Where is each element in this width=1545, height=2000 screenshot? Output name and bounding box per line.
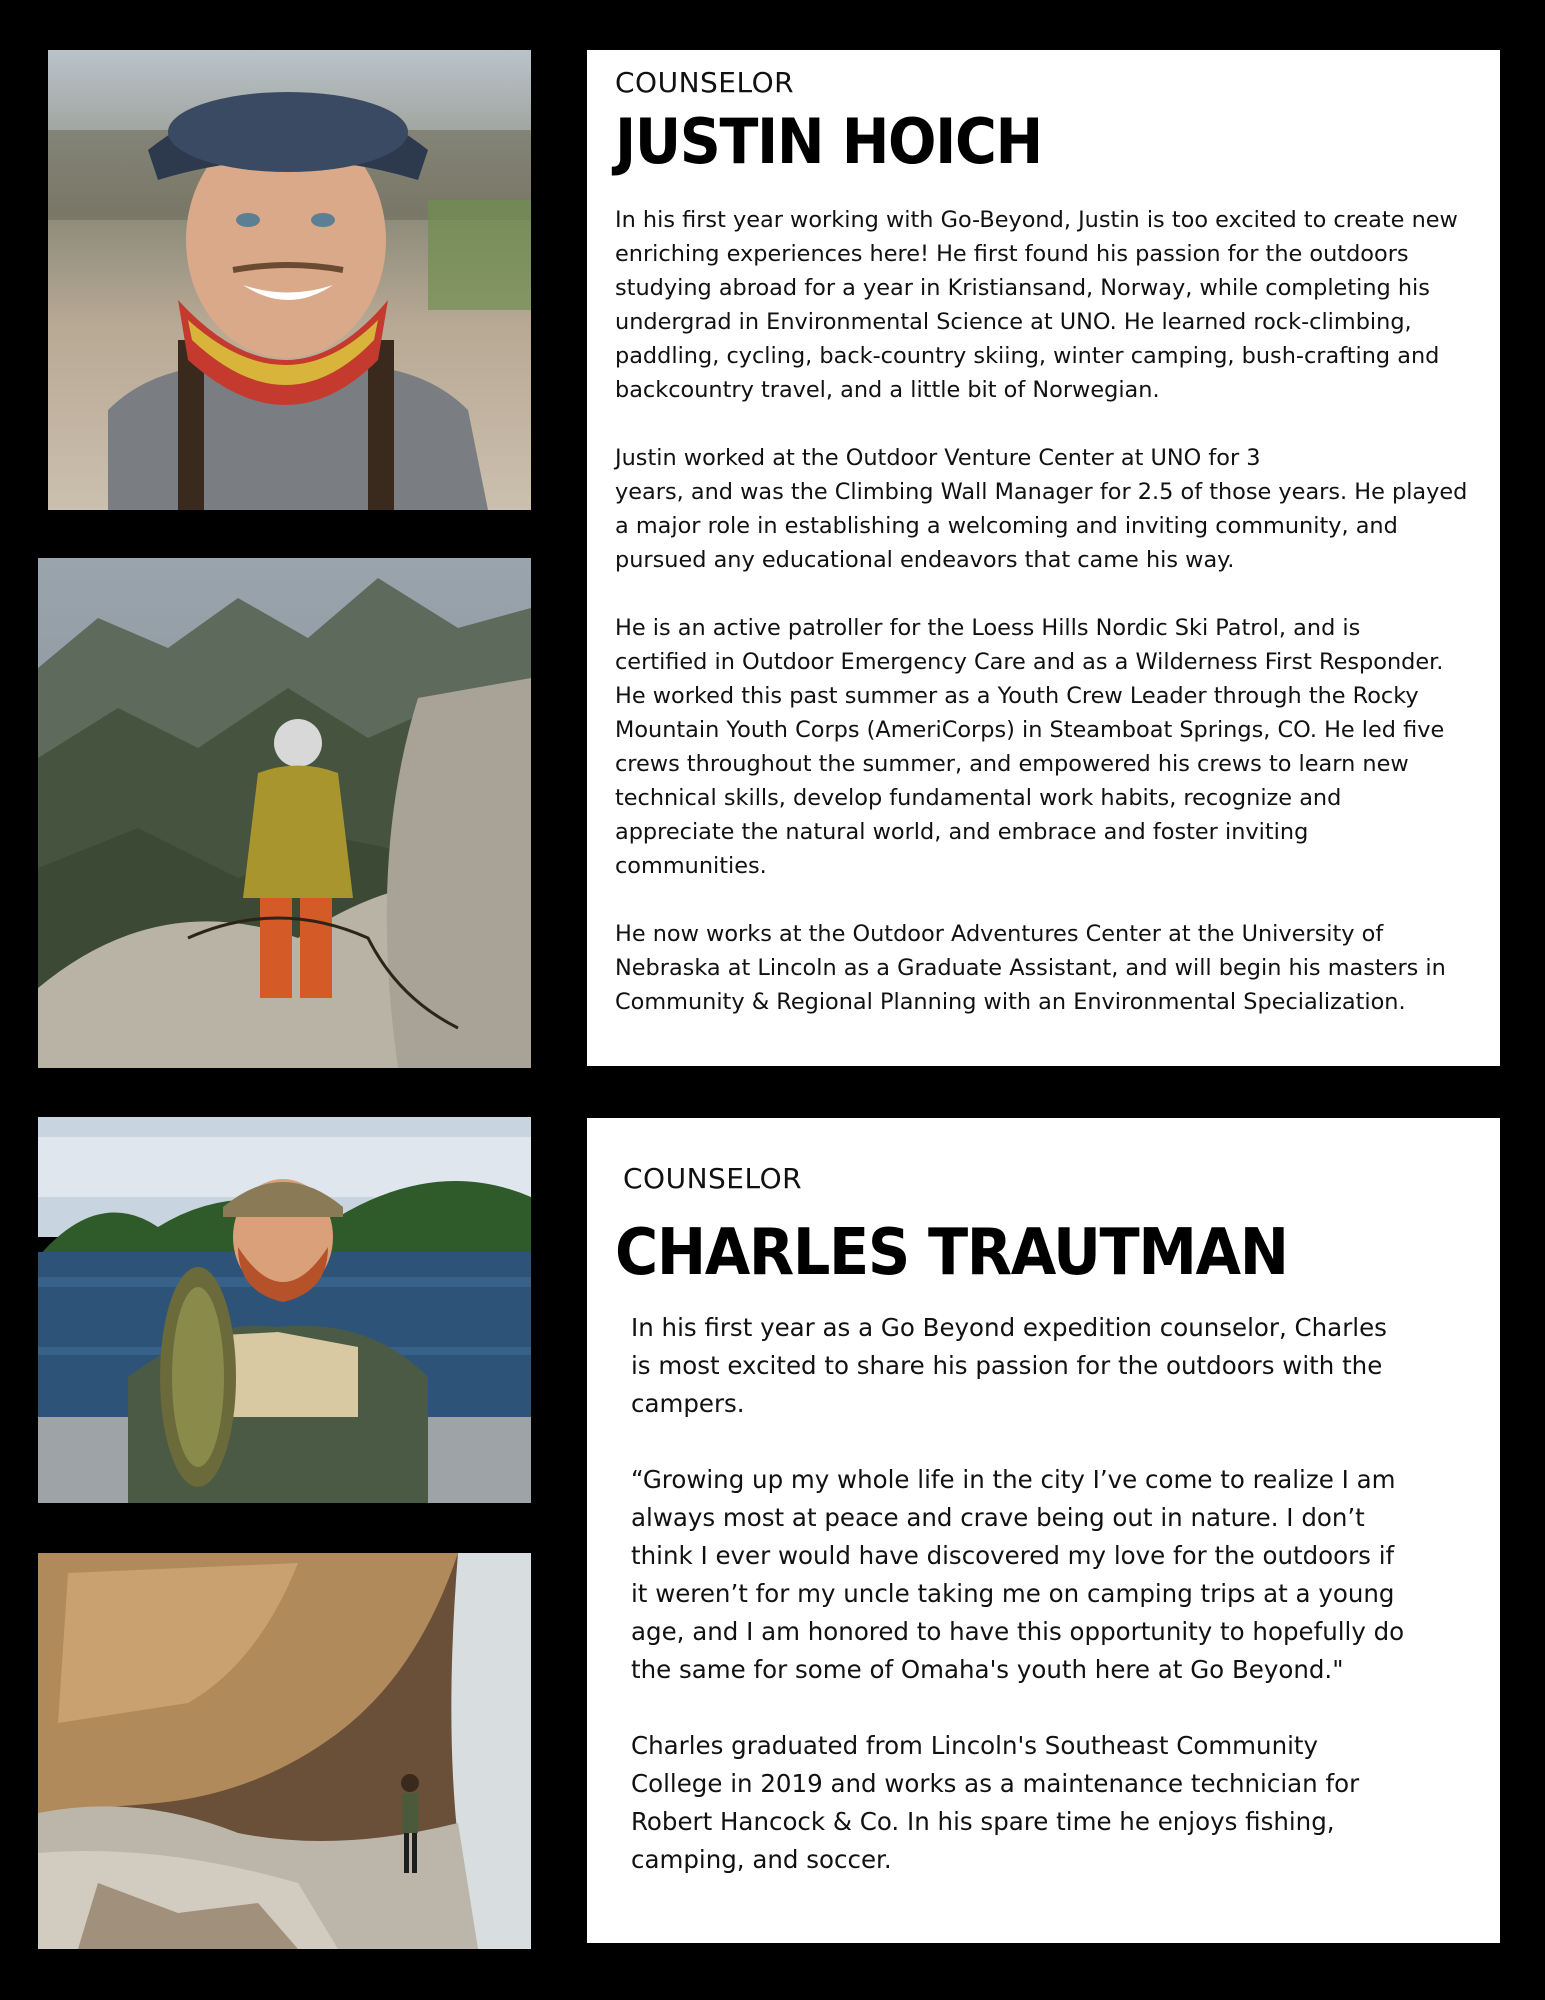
bio-paragraph: He is an active patroller for the Loess Hills Nordic Ski Patrol, and is certified in Outdoor Emergency Care and as a Wilderness First Responder. He worked this past summer as a Youth Crew Leader through the Rocky Mountain Youth Corps (AmeriCorps) in Steamboat Springs, CO. He led five crews throughout the summer, and empowered his crews to learn new technical skills, develop fundamental work habits, recognize and appreciate the natural world, and embrace and foster inviting communities. xyxy=(615,615,1445,879)
bio-paragraph: In his first year as a Go Beyond expedition counselor, Charles is most excited to share his passion for the outdoors with the campers. xyxy=(631,1313,1387,1418)
bio-paragraph: In his first year working with Go-Beyond, Justin is too excited to create new enriching experiences here! He first found his passion for the outdoors studying abroad for a year in Kristiansand, Norway, while completing his undergrad in Environmental Science at UNO. He learned rock-climbing, paddling, cycling, back-country skiing, winter camping, bush-crafting and backcountry travel, and a little bit of Norwegian. xyxy=(615,207,1458,403)
counselor-role-label: COUNSELOR xyxy=(615,66,795,99)
justin-selfie-photo xyxy=(48,50,531,510)
charles-cliff-photo xyxy=(38,1553,531,1949)
bio-paragraph: Charles graduated from Lincoln's Southeast Community College in 2019 and works as a maintenance technician for Robert Hancock & Co. In his spare time he enjoys fishing, camping, and soccer. xyxy=(631,1731,1360,1874)
bio-paragraph: “Growing up my whole life in the city I’ve come to realize I am always most at peace and crave being out in nature. I don’t think I ever would have discovered my love for the outdoors if it weren’t for my uncle taking me on camping trips at a young age, and I am honored to have this opportunity to hopefully do the same for some of Omaha's youth here at Go Beyond." xyxy=(631,1465,1405,1684)
bio-paragraph: Justin worked at the Outdoor Venture Center at UNO for 3 years, and was the Climbing Wall Manager for 2.5 of those years. He played a major role in establishing a welcoming and inviting community, and pursued any educational endeavors that came his way. xyxy=(615,445,1468,573)
counselor-name: CHARLES TRAUTMAN xyxy=(615,1216,1288,1290)
counselor-card-justin xyxy=(587,50,1500,1066)
bio-paragraph: He now works at the Outdoor Adventures Center at the University of Nebraska at Lincoln as a Graduate Assistant, and will begin his masters in Community & Regional Planning with an Environmental Specialization. xyxy=(615,921,1446,1015)
counselor-name: JUSTIN HOICH xyxy=(615,105,1042,178)
charles-fishing-photo xyxy=(38,1117,531,1503)
counselor-role-label: COUNSELOR xyxy=(623,1162,803,1195)
counselor-card-charles xyxy=(587,1118,1500,1943)
justin-climbing-photo xyxy=(38,558,531,1068)
